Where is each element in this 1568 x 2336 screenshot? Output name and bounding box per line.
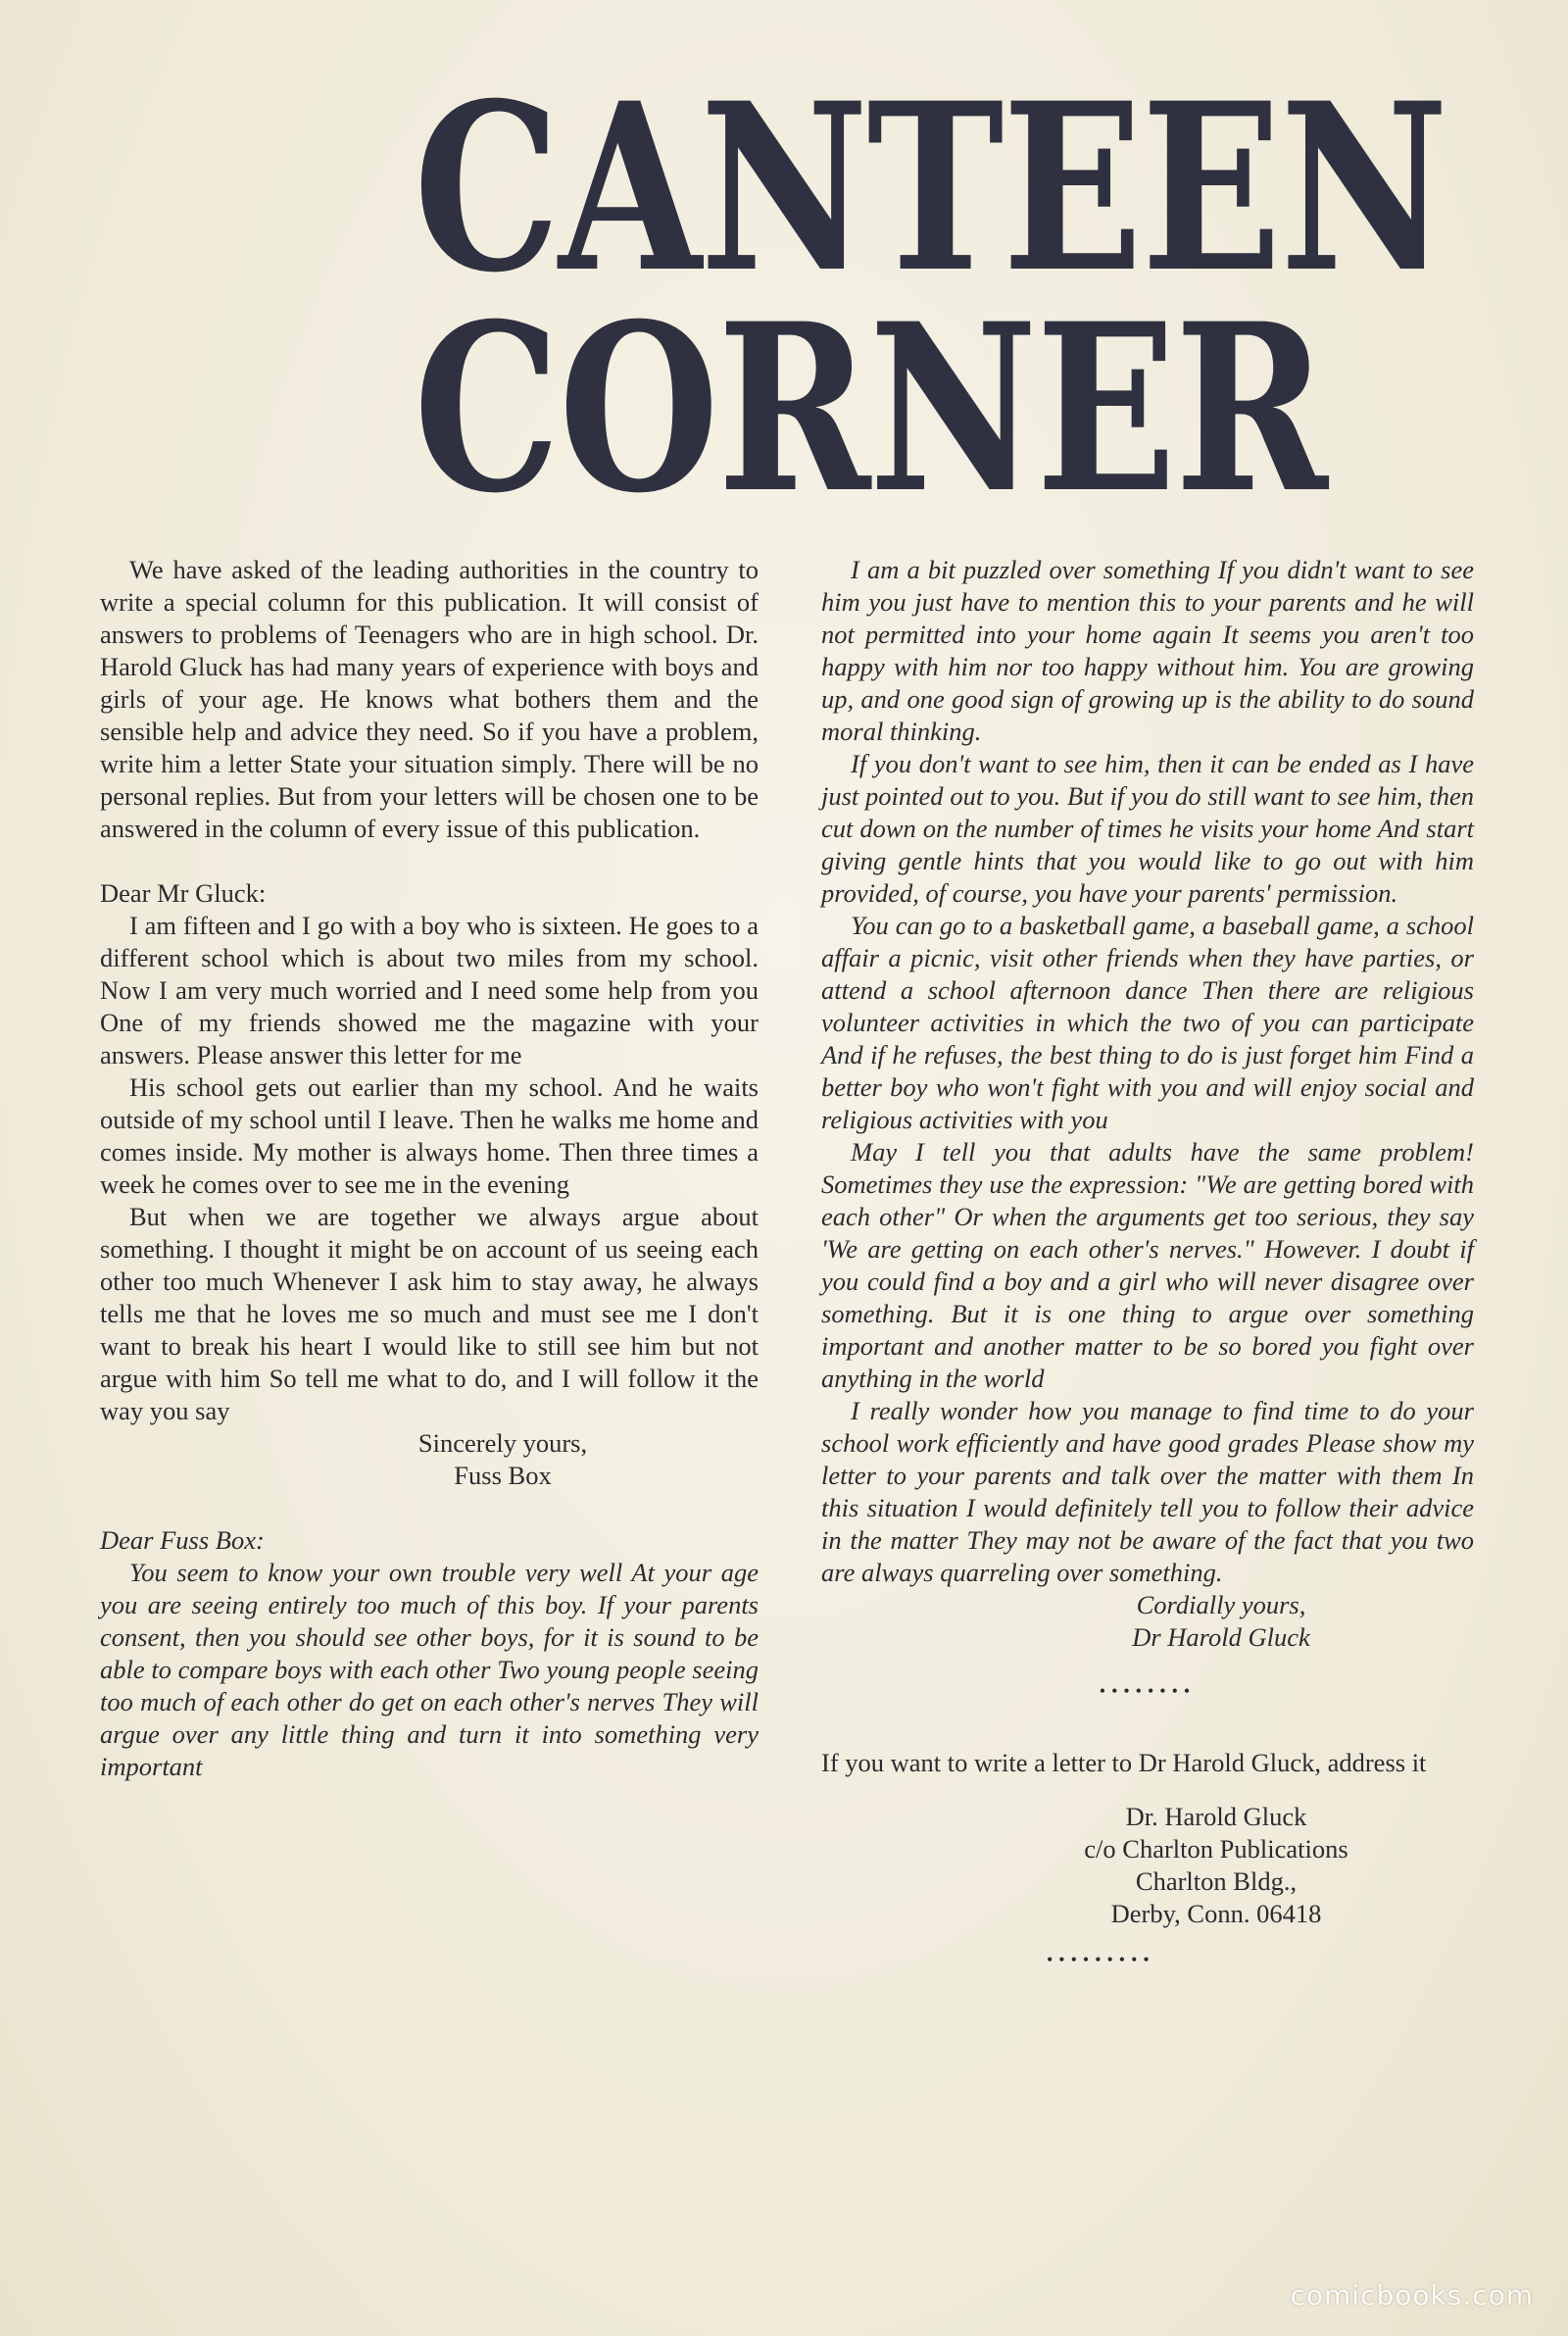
reply-start: [100, 1524, 759, 1783]
address-line-4: Derby, Conn. 06418: [1110, 1899, 1322, 1928]
left-column: [100, 554, 759, 1783]
reply-paragraph-4: You can go to a basketball game, a baseball game, a school affair a picnic, visit other friends when they have parties, or attend a school afternoon dance Then there are religious volunteer activities in which the two of you can participate And if he refuses, the best thing to do is just forget him Find a better boy who won't fight with you and will enjoy social and religious activities with you: [821, 911, 1474, 1134]
address-line-2: c/o Charlton Publications: [1084, 1834, 1348, 1864]
intro-paragraph: We have asked of the leading authorities in the country to write a special column for this publication. It will consist of answers to problems of Teenagers who are in high school. Dr. Harold Gluck has had many years of experience with boys and girls of your age. He knows what bothers them and the sensible help and advice they need. So if you have a problem, write him a letter State your situation simply. There will be no personal replies. But from your letters will be chosen one to be answered in the column of every issue of this publication.: [100, 555, 759, 843]
reply-paragraph-5: May I tell you that adults have the same problem! Sometimes they use the expression: "We are getting bored with each other" Or when the arguments get too serious, they say 'We are getting on each other's nerves." However. I doubt if you could find a boy and a girl who will never disagree over something. But it is one thing to argue over something important and another matter to be so bored you fight over anything in the world: [821, 1137, 1474, 1393]
letter-signature: Fuss Box: [454, 1461, 552, 1490]
watermark: comicbooks.com: [1290, 2279, 1534, 2311]
separator-dots: ••••••••: [1099, 1681, 1197, 1701]
letter-paragraph-1: I am fifteen and I go with a boy who is sixteen. He goes to a different school which is about two miles from my school. Now I am very much worried and I need some help from you One of my friends showed me the magazine with your answers. Please answer this letter for me: [100, 911, 759, 1069]
letter-closing: Sincerely yours,: [417, 1428, 588, 1458]
reply-paragraph-6: I really wonder how you manage to find time to do your school work efficiently and have good grades Please show my letter to your parents and talk over the matter with them In this situation I would definitely tell you to follow their advice in the matter They may not be aware of the fact that you two are always quarreling over something.: [821, 1396, 1474, 1587]
title-line-2: CORNER: [414, 273, 1327, 544]
reply-paragraph-1: You seem to know your own trouble very well At your age you are seeing entirely too much of this boy. If your parents consent, then you should see other boys, for it is sound to be able to compare boys with each other Two young people seeing too much of each other do get on each other's nerves They will argue over any little thing and turn it into something very important: [100, 1558, 759, 1781]
address-line-1: Dr. Harold Gluck: [1125, 1802, 1307, 1831]
mailing-address: [821, 1801, 1474, 1930]
letter-salutation: Dear Mr Gluck:: [100, 878, 267, 908]
masthead-title: [323, 53, 1447, 564]
reply-paragraph-2: I am a bit puzzled over something If you didn't want to see him you just have to mention this to your parents and he will not permitted into your home again It seems you aren't too happy with him nor too happy without him. You are growing up, and one good sign of growing up is the ability to do sound moral thinking.: [821, 555, 1474, 746]
reply-closing: Cordially yours,: [1136, 1590, 1306, 1619]
reply-salutation: Dear Fuss Box:: [100, 1525, 265, 1555]
title-line-1: CANTEEN: [414, 53, 1447, 323]
letter-paragraph-2: His school gets out earlier than my school. And he waits outside of my school until I leave. Then he walks me home and comes inside. My mother is always home. Then three times a week he comes over to see me in the evening: [100, 1072, 759, 1199]
contact-text: If you want to write a letter to Dr Harold Gluck, address it: [821, 1748, 1427, 1777]
right-column: [821, 554, 1474, 2015]
reply-continued: [821, 554, 1474, 1654]
separator-dots-bottom: •••••••••: [1047, 1950, 1155, 1969]
letter-paragraph-3: But when we are together we always argue about something. I thought it might be on account of us seeing each other too much Whenever I ask him to stay away, he always tells me that he loves me so much and must see me I don't want to break his heart I would like to still see him but not argue with him So tell me what to do, and I will follow it the way you say: [100, 1202, 759, 1425]
address-line-3: Charlton Bldg.,: [1135, 1866, 1298, 1896]
reply-signature: Dr Harold Gluck: [1132, 1622, 1310, 1652]
reply-paragraph-3: If you don't want to see him, then it can be ended as I have just pointed out to you. But if you do still want to see him, then cut down on the number of times he visits your home And start giving gentle hints that you would like to go out with him provided, of course, you have your parents' permission.: [821, 749, 1474, 908]
